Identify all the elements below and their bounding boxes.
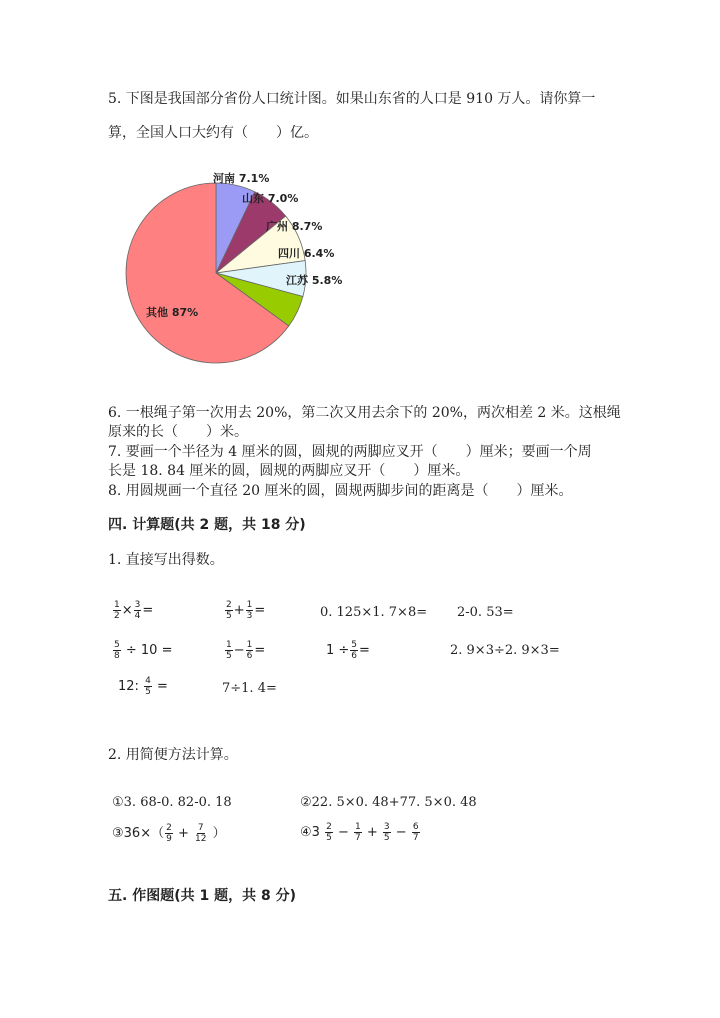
calc2-p4: ④3 $\frac{2}{5}$ − $\frac{1}{7}$ + $\frac{3}{5}$ − $\frac{6}{7}$ (300, 822, 419, 843)
pie-label-5: 其他 87% (146, 306, 199, 319)
calc-b: $\frac{2}{5}$ + $\frac{1}{3}$ = (226, 600, 266, 621)
pie-label-4: 江苏 5.8% (286, 274, 343, 287)
population-pie-chart (100, 160, 400, 380)
pie-label-0: 河南 7.1% (213, 172, 270, 185)
q7-line2: 长是 18. 84 厘米的圆，圆规的两脚应叉开（ ）厘米。 (108, 463, 470, 479)
calc-i: 12: $\frac{4}{5}$ = (118, 676, 168, 697)
calc2-p3: ③36×（ $\frac{2}{9}$ + $\frac{7}{12}$ ） (112, 823, 226, 844)
calc-g: 1 ÷ $\frac{5}{6}$ = (326, 640, 370, 661)
section4-sub1: 1. 直接写出得数。 (108, 552, 224, 568)
q6-line2: 原来的长（ ）米。 (108, 424, 248, 440)
section5-title: 五. 作图题(共 1 题，共 8 分) (108, 888, 296, 904)
calc-d: 2-0. 53= (457, 605, 514, 620)
q5-line1: 5. 下图是我国部分省份人口统计图。如果山东省的人口是 910 万人。请你算一 (108, 91, 596, 107)
calc2-p1: ①3. 68-0. 82-0. 18 (112, 795, 232, 810)
pie-label-3: 四川 6.4% (278, 247, 335, 260)
pie-label-2: 广州 8.7% (266, 220, 323, 233)
calc-h: 2. 9×3÷2. 9×3= (450, 643, 560, 658)
q6-line1: 6. 一根绳子第一次用去 20%，第二次又用去余下的 20%，两次相差 2 米。这根绳 (108, 405, 621, 421)
calc-a: $\frac{1}{2}$ × $\frac{3}{4}$ = (114, 600, 154, 621)
calc-j: 7÷1. 4= (222, 681, 277, 696)
q8-line1: 8. 用圆规画一个直径 20 厘米的圆，圆规两脚步间的距离是（ ）厘米。 (108, 483, 573, 499)
q7-line1: 7. 要画一个半径为 4 厘米的圆，圆规的两脚应叉开（ ）厘米；要画一个周 (108, 444, 592, 460)
calc-f: $\frac{1}{5}$ − $\frac{1}{6}$ = (226, 640, 266, 661)
pie-label-1: 山东 7.0% (242, 192, 299, 205)
q5-line2: 算，全国人口大约有（ ）亿。 (108, 125, 318, 141)
calc-e: $\frac{5}{8}$ ÷ 10 = (114, 640, 173, 661)
calc-c: 0. 125×1. 7×8= (320, 605, 428, 620)
section4-sub2: 2. 用简便方法计算。 (108, 747, 238, 763)
section4-title: 四. 计算题(共 2 题，共 18 分) (108, 517, 306, 533)
calc2-p2: ②22. 5×0. 48+77. 5×0. 48 (300, 795, 477, 810)
